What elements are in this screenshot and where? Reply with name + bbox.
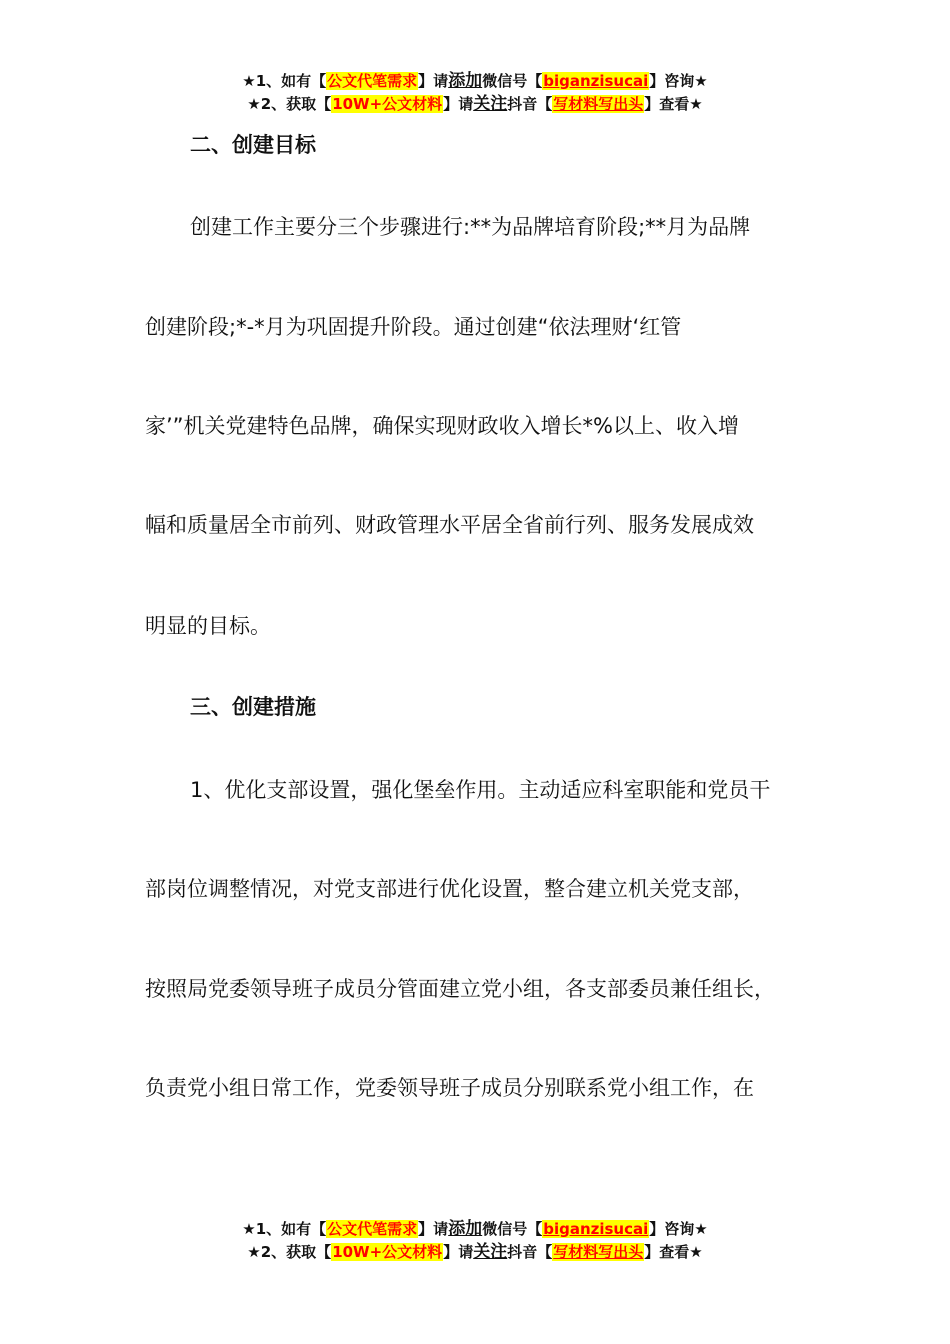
promo-wechat-id: biganzisucai (543, 1220, 649, 1238)
promo-line-1 (0, 70, 950, 93)
promo-text: 】咨询★ (649, 1220, 708, 1238)
section-heading-goals: 二、创建目标 (190, 133, 316, 157)
paragraph-line: 按照局党委领导班子成员分管面建立党小组，各支部委员兼任组长， (145, 977, 775, 1001)
promo-wechat-id: biganzisucai (543, 72, 649, 90)
promo-text: 抖音【 (507, 1243, 553, 1261)
promo-line-2 (0, 1241, 950, 1264)
promo-text: 】查看★ (644, 95, 703, 113)
promo-highlight: 公文代笔需求 (327, 72, 418, 90)
promo-text: ★1、如有【 (242, 72, 327, 90)
promo-banner-bottom (0, 1218, 950, 1264)
promo-text: 】查看★ (644, 1243, 703, 1261)
promo-text: 】请 (443, 1243, 474, 1261)
paragraph-line: 部岗位调整情况，对党支部进行优化设置，整合建立机关党支部， (145, 877, 754, 901)
promo-highlight: 10W+公文材料 (332, 1243, 443, 1261)
promo-emphasis: 关注 (473, 1242, 508, 1262)
paragraph-line: 创建工作主要分三个步骤进行:**为品牌培育阶段;**月为品牌 (190, 215, 751, 239)
promo-highlight: 10W+公文材料 (332, 95, 443, 113)
promo-emphasis: 关注 (473, 94, 508, 114)
promo-text: ★2、获取【 (247, 95, 332, 113)
paragraph-line: 负责党小组日常工作，党委领导班子成员分别联系党小组工作，在 (145, 1076, 754, 1100)
promo-banner-top (0, 70, 950, 116)
promo-line-2 (0, 93, 950, 116)
promo-text: 】咨询★ (649, 72, 708, 90)
paragraph-line: 创建阶段;*-*月为巩固提升阶段。通过创建“依法理财‘红管 (145, 315, 682, 339)
promo-text: 微信号【 (482, 72, 543, 90)
promo-emphasis: 添加 (448, 71, 483, 91)
paragraph-line: 家’”机关党建特色品牌，确保实现财政收入增长*%以上、收入增 (145, 414, 740, 438)
promo-highlight: 公文代笔需求 (327, 1220, 418, 1238)
promo-emphasis: 添加 (448, 1219, 483, 1239)
promo-text: 微信号【 (482, 1220, 543, 1238)
paragraph-line: 幅和质量居全市前列、财政管理水平居全省前行列、服务发展成效 (145, 513, 754, 537)
section-heading-measures: 三、创建措施 (190, 695, 316, 719)
promo-text: 】请 (418, 72, 449, 90)
promo-text: 抖音【 (507, 95, 553, 113)
paragraph-line: 明显的目标。 (145, 614, 271, 638)
promo-text: ★1、如有【 (242, 1220, 327, 1238)
promo-douyin-id: 写材料写出头 (553, 1243, 644, 1261)
promo-text: ★2、获取【 (247, 1243, 332, 1261)
promo-line-1 (0, 1218, 950, 1241)
promo-douyin-id: 写材料写出头 (553, 95, 644, 113)
promo-text: 】请 (443, 95, 474, 113)
paragraph-line: 1、优化支部设置，强化堡垒作用。主动适应科室职能和党员干 (190, 778, 771, 802)
promo-text: 】请 (418, 1220, 449, 1238)
